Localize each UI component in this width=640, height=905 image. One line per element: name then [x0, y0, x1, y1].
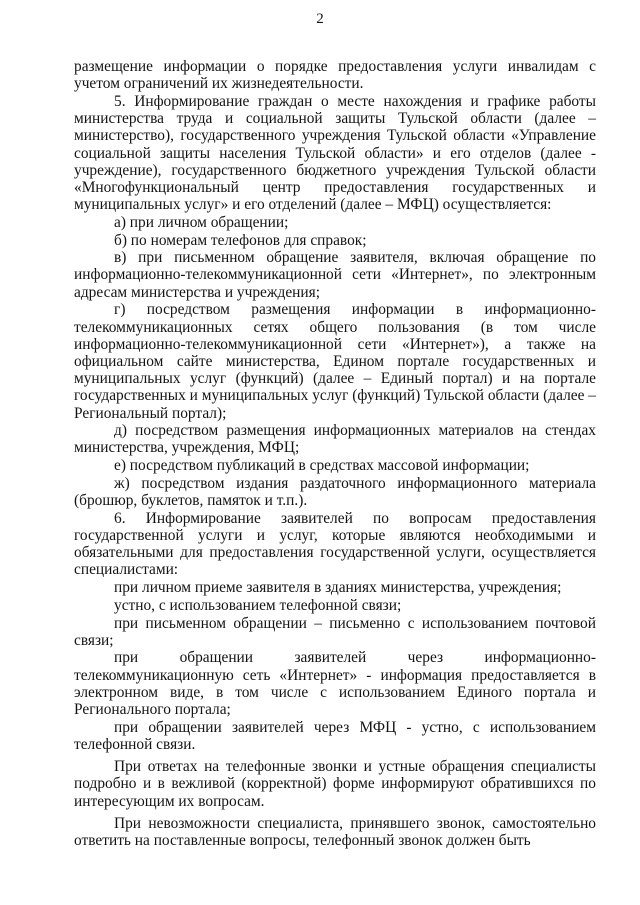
paragraph-6: 6. Информирование заявителей по вопросам предоставления государственной услуги и услуг, которые являются необходимыми и обязательными для предоставления государственной услуги, осуществляется специалистами: — [74, 509, 596, 579]
list-item-e: е) посредством публикаций в средствах массовой информации; — [114, 457, 530, 475]
document-body — [74, 58, 596, 850]
list-item-b: б) по номерам телефонов для справок; — [114, 231, 367, 249]
page-number: 2 — [316, 11, 324, 27]
method-written: при письменном обращении – письменно с использованием почтовой связи; — [74, 614, 596, 649]
list-item-v: в) при письменном обращение заявителя, включая обращение по информационно-телекоммуникационной сети «Интернет», по электронным адресам министерства и учреждения; — [74, 249, 596, 301]
method-phone: устно, с использованием телефонной связи; — [114, 596, 402, 614]
method-internet: при обращении заявителей через информационно-телекоммуникационную сеть «Интернет» - информация предоставляется в электронном виде, в том числе с использованием Единого портала и Регионального портала; — [74, 649, 596, 719]
method-mfc: при обращении заявителей через МФЦ - устно, с использованием телефонной связи. — [74, 718, 596, 753]
method-in-person: при личном приеме заявителя в зданиях министерства, учреждения; — [114, 579, 562, 597]
paragraph-5: 5. Информирование граждан о месте нахождения и графике работы министерства труда и социальной защиты Тульской области (далее – министерство), государственного учреждения Тульской области «Управление социальной защиты населения Тульской области» и его отделов (далее - учреждение), государственного бюджетного учреждения Тульской области «Многофункциональный центр предоставления государственных и муниципальных услуг» и его отделений (далее – МФЦ) осуществляется: — [74, 92, 596, 214]
list-item-d: д) посредством размещения информационных материалов на стендах министерства, учреждения, МФЦ; — [74, 422, 596, 457]
paragraph-phone-answers: При ответах на телефонные звонки и устные обращения специалисты подробно и в вежливой (корректной) форме информируют обратившихся по интересующим их вопросам. — [74, 758, 596, 810]
paragraph-intro-continuation: размещение информации о порядке предоставления услуги инвалидам с учетом ограничений их жизнедеятельности. — [74, 58, 596, 93]
list-item-zh: ж) посредством издания раздаточного информационного материала (брошюр, буклетов, памяток и т.п.). — [74, 474, 596, 510]
list-item-a: а) при личном обращении; — [114, 213, 289, 231]
list-item-g: г) посредством размещения информации в информационно-телекоммуникационных сетях общего пользования (в том числе информационно-телекоммуникационной сети «Интернет»), а также на официальном сайте министерства, Едином портале государственных и муниципальных услуг (функций) (далее – Единый портал) и на портале государственных и муниципальных услуг (функций) Тульской области (далее – Региональный портал); — [74, 301, 596, 422]
paragraph-unable-to-answer: При невозможности специалиста, принявшего звонок, самостоятельно ответить на поставленные вопросы, телефонный звонок должен быть — [74, 814, 596, 849]
